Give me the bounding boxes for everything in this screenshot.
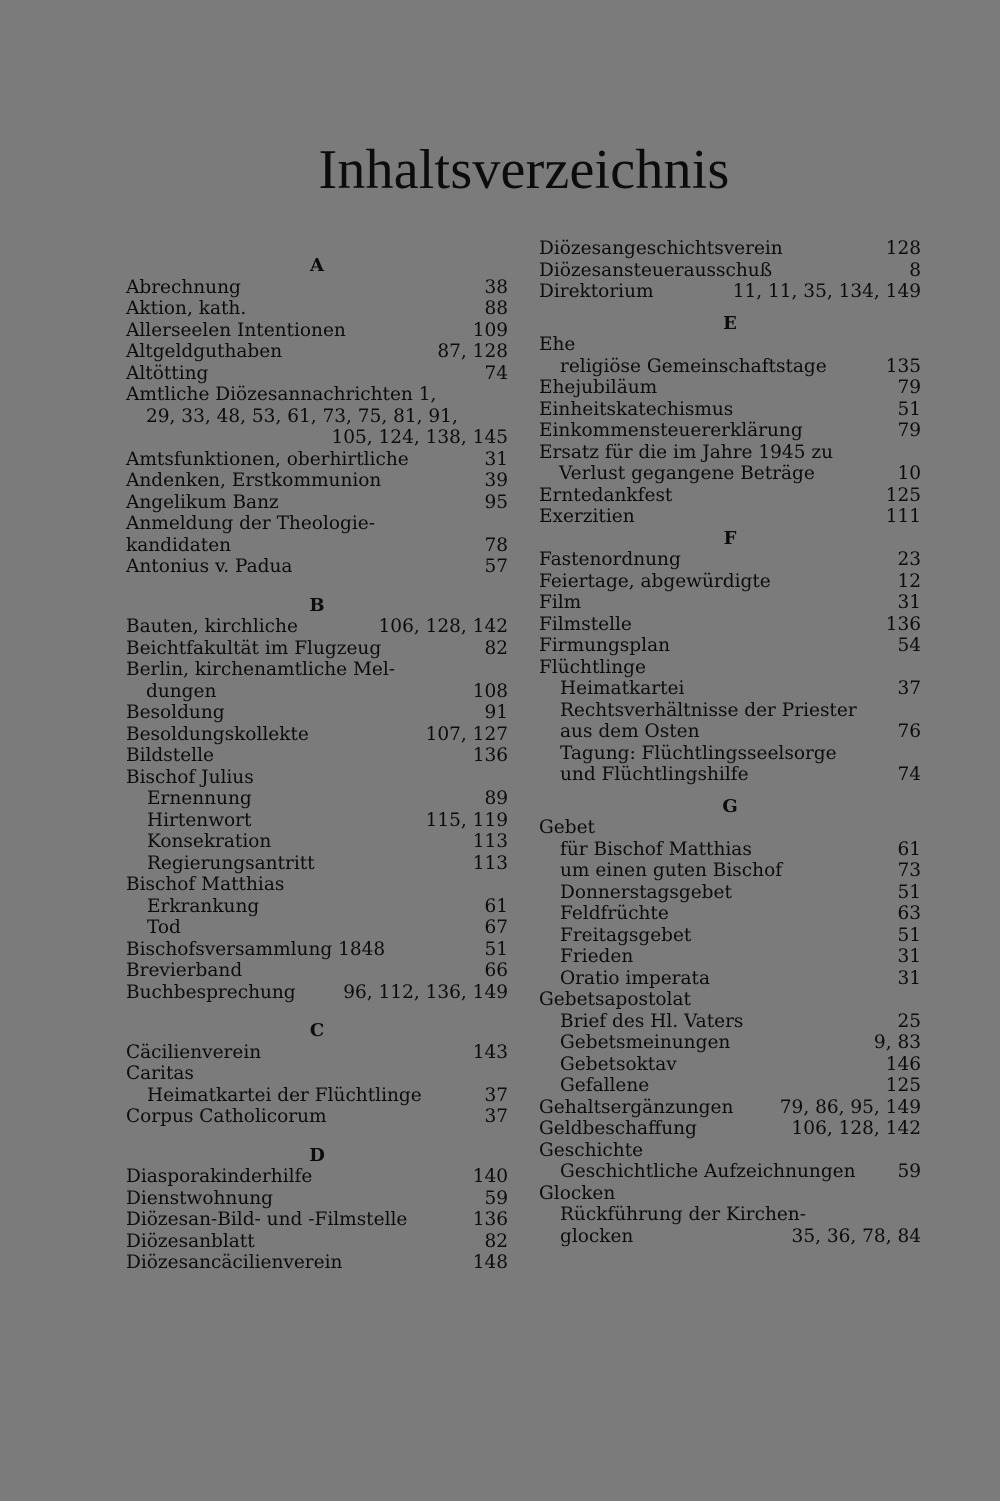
entry-term: Gehaltsergänzungen [539, 1096, 734, 1118]
index-entry [539, 260, 921, 282]
entry-term: 29, 33, 48, 53, 61, 73, 75, 81, 91, [146, 405, 458, 427]
index-entry [539, 506, 921, 528]
index-entry [539, 1226, 921, 1248]
entry-pages: 38 [484, 276, 508, 298]
entry-term: Erntedankfest [539, 484, 673, 506]
index-entry [126, 1085, 508, 1107]
entry-pages: 95 [484, 491, 508, 513]
entry-pages: 54 [897, 635, 921, 656]
index-entry [126, 960, 508, 982]
entry-term: Bildstelle [126, 745, 214, 766]
entry-term: glocken [560, 1225, 634, 1247]
entry-pages: 11, 11, 35, 134, 149 [732, 281, 921, 302]
entry-term: Rechtsverhältnisse der Priester [560, 699, 857, 721]
index-entry [126, 277, 508, 299]
entry-pages: 12 [897, 570, 921, 592]
index-entry [539, 420, 921, 442]
entry-term: Bischof Julius [126, 766, 254, 788]
entry-term: Tagung: Flüchtlingsseelsorge [560, 742, 837, 764]
entry-pages: 74 [897, 764, 921, 785]
entry-term: Abrechnung [126, 276, 241, 298]
index-entry [126, 1209, 508, 1231]
index-entry [126, 1252, 508, 1274]
entry-pages: 39 [484, 470, 508, 491]
entry-pages: 10 [897, 463, 921, 484]
index-entry [126, 470, 508, 492]
index-entry [539, 946, 921, 968]
entry-term: Ernennung [147, 788, 252, 809]
entry-term: Angelikum Banz [126, 491, 279, 513]
entry-pages: 31 [484, 448, 508, 470]
entry-pages: 25 [897, 1010, 921, 1032]
index-entry [126, 513, 508, 535]
entry-term: Geschichtliche Aufzeichnungen [560, 1161, 856, 1182]
entry-pages: 79 [897, 377, 921, 398]
index-entry [126, 853, 508, 875]
index-entry [126, 896, 508, 918]
index-entry [126, 1188, 508, 1210]
entry-pages: 9, 83 [873, 1032, 921, 1053]
entry-pages: 51 [484, 938, 508, 960]
entry-pages: 148 [472, 1252, 508, 1273]
entry-term: Antonius v. Padua [126, 556, 293, 577]
index-entry [539, 903, 921, 925]
entry-term: Feldfrüchte [560, 903, 669, 924]
index-entry [539, 463, 921, 485]
entry-pages: 61 [897, 838, 921, 860]
index-entry [539, 571, 921, 593]
entry-pages: 106, 128, 142 [791, 1118, 921, 1139]
entry-pages: 76 [897, 721, 921, 742]
index-entry [126, 449, 508, 471]
section-letter: C [309, 1020, 325, 1041]
entry-pages: 125 [885, 484, 921, 506]
entry-pages: 35, 36, 78, 84 [791, 1225, 921, 1247]
index-entry [126, 724, 508, 746]
section-letter: D [309, 1144, 325, 1166]
entry-pages: 109 [472, 319, 508, 341]
section-letter: F [723, 527, 737, 549]
entry-term: Gebetsoktav [560, 1053, 677, 1075]
entry-term: für Bischof Matthias [560, 838, 752, 860]
index-entry [539, 635, 921, 657]
entry-pages: 66 [484, 960, 508, 981]
entry-term: Cäcilienverein [126, 1041, 262, 1063]
entry-term: Buchbesprechung [126, 981, 296, 1003]
entry-pages: 63 [897, 903, 921, 924]
index-entry [539, 281, 921, 303]
entry-pages: 115, 119 [425, 809, 508, 831]
entry-term: Einkommensteuererklärung [539, 420, 803, 441]
index-entry [126, 939, 508, 961]
entry-term: Glocken [539, 1182, 616, 1204]
index-entry [539, 1075, 921, 1097]
entry-pages: 89 [484, 788, 508, 809]
index-entry [539, 839, 921, 861]
entry-term: religiöse Gemeinschaftstage [560, 355, 827, 377]
entry-term: Diözesanblatt [126, 1230, 255, 1252]
entry-pages: 146 [885, 1053, 921, 1075]
entry-pages: 61 [484, 895, 508, 917]
entry-term: Hirtenwort [147, 809, 252, 831]
index-entry [539, 743, 921, 765]
entry-term: Gebetsapostolat [539, 989, 691, 1010]
entry-pages: 31 [897, 967, 921, 989]
entry-term: Rückführung der Kirchen- [560, 1204, 806, 1225]
entry-pages: 67 [484, 917, 508, 938]
entry-term: Direktorium [539, 281, 654, 302]
section-letter: B [309, 594, 325, 616]
entry-term: Heimatkartei der Flüchtlinge [147, 1084, 422, 1106]
entry-pages: 128 [885, 238, 921, 259]
entry-term: Ehe [539, 334, 576, 355]
index-entry [539, 614, 921, 636]
index-entry [126, 298, 508, 320]
index-entry [539, 377, 921, 399]
entry-pages: 23 [897, 549, 921, 570]
entry-pages: 57 [484, 556, 508, 577]
entry-pages: 136 [472, 745, 508, 766]
index-entry [539, 1118, 921, 1140]
entry-term: Oratio imperata [560, 967, 710, 989]
index-entry [539, 549, 921, 571]
index-entry [539, 1032, 921, 1054]
index-entry [126, 556, 508, 578]
index-entry [126, 427, 508, 449]
entry-term: Diözesangeschichtsverein [539, 238, 783, 259]
section-letter: E [723, 312, 737, 334]
entry-term: Brief des Hl. Vaters [560, 1010, 744, 1032]
index-entry [539, 1161, 921, 1183]
entry-term: Amtliche Diözesannachrichten 1, [126, 384, 437, 405]
entry-pages: 59 [484, 1187, 508, 1209]
entry-pages: 31 [897, 946, 921, 967]
index-entry [126, 638, 508, 660]
index-entry [126, 535, 508, 557]
index-entry [126, 810, 508, 832]
entry-term: Diasporakinderhilfe [126, 1166, 313, 1187]
index-entry [539, 1011, 921, 1033]
entry-term: Firmungsplan [539, 635, 671, 656]
spacer [126, 1128, 508, 1145]
entry-term: Berlin, kirchenamtliche Mel- [126, 659, 396, 680]
entry-term: Freitagsgebet [560, 924, 692, 946]
entry-term: Altgeldguthaben [126, 341, 283, 362]
index-entry [126, 788, 508, 810]
entry-pages: 106, 128, 142 [378, 616, 508, 637]
entry-term: Verlust gegangene Beträge [559, 463, 815, 484]
index-entry [539, 678, 921, 700]
entry-pages: 107, 127 [425, 723, 508, 745]
entry-term: Ehejubiläum [539, 377, 658, 398]
entry-term: Geldbeschaffung [539, 1118, 697, 1139]
index-entry [539, 882, 921, 904]
index-entry [126, 406, 508, 428]
entry-term: Konsekration [147, 831, 272, 852]
index-entry [126, 745, 508, 767]
entry-term: Flüchtlinge [539, 656, 646, 678]
entry-pages: 91 [484, 702, 508, 723]
index-entry [126, 341, 508, 363]
entry-term: Diözesansteuerausschuß [539, 259, 773, 281]
index-entry [126, 917, 508, 939]
entry-pages: 8 [909, 259, 921, 281]
entry-term: Anmeldung der Theologie- [126, 513, 375, 534]
index-entry [126, 831, 508, 853]
index-entry [539, 442, 921, 464]
entry-pages: 79 [897, 420, 921, 441]
index-entry [539, 1204, 921, 1226]
entry-pages: 140 [472, 1166, 508, 1187]
index-entry [539, 657, 921, 679]
index-entry [126, 982, 508, 1004]
section-letter: G [722, 795, 738, 817]
entry-pages: 108 [472, 680, 508, 702]
entry-term: Tod [147, 917, 181, 938]
index-entry [126, 1042, 508, 1064]
entry-pages: 51 [897, 398, 921, 420]
spacer [539, 303, 921, 313]
entry-term: Altötting [126, 362, 209, 384]
entry-term: Film [539, 592, 582, 613]
index-entry [539, 238, 921, 260]
entry-term: um einen guten Bischof [560, 860, 783, 881]
index-entry [126, 320, 508, 342]
entry-term: Gebetsmeinungen [560, 1032, 731, 1053]
index-entry [126, 767, 508, 789]
spacer [126, 578, 508, 595]
index-entry [539, 485, 921, 507]
entry-term: Brevierband [126, 960, 243, 981]
entry-term: Diözesancäcilienverein [126, 1252, 343, 1273]
index-entry [126, 1231, 508, 1253]
entry-term: Frieden [560, 946, 634, 967]
index-entry [539, 764, 921, 786]
entry-term: Amtsfunktionen, oberhirtliche [126, 448, 409, 470]
spacer [126, 1003, 508, 1020]
entry-pages: 31 [897, 592, 921, 613]
entry-term: Exerzitien [539, 506, 635, 527]
index-entry [539, 1140, 921, 1162]
entry-pages: 111 [885, 506, 921, 527]
entry-term: Bischof Matthias [126, 874, 285, 895]
index-entry [539, 1097, 921, 1119]
entry-pages: 88 [484, 298, 508, 319]
index-entry [126, 874, 508, 896]
entry-pages: 105, 124, 138, 145 [331, 427, 508, 448]
entry-term: und Flüchtlingshilfe [560, 764, 749, 785]
index-entry [539, 592, 921, 614]
entry-pages: 73 [897, 860, 921, 881]
entry-term: Filmstelle [539, 613, 632, 635]
entry-pages: 37 [897, 678, 921, 699]
index-column-left [126, 238, 508, 1274]
entry-term: Caritas [126, 1063, 194, 1084]
entry-pages: 78 [484, 534, 508, 556]
spacer [539, 786, 921, 796]
index-entry [126, 616, 508, 638]
index-entry [126, 1063, 508, 1085]
entry-term: Fastenordnung [539, 549, 681, 570]
entry-term: Andenken, Erstkommunion [126, 470, 382, 491]
entry-term: Corpus Catholicorum [126, 1106, 327, 1127]
index-entry [539, 721, 921, 743]
entry-term: Einheitskatechismus [539, 398, 734, 420]
entry-pages: 136 [885, 613, 921, 635]
entry-term: Besoldung [126, 702, 225, 723]
index-entry [539, 925, 921, 947]
entry-pages: 74 [484, 362, 508, 384]
entry-pages: 143 [472, 1041, 508, 1063]
entry-term: Heimatkartei [560, 678, 685, 699]
entry-pages: 113 [472, 831, 508, 852]
index-entry [539, 860, 921, 882]
entry-term: Geschichte [539, 1139, 644, 1161]
entry-pages: 87, 128 [437, 341, 508, 362]
entry-term: Bauten, kirchliche [126, 616, 298, 637]
entry-term: Diözesan-Bild- und -Filmstelle [126, 1209, 408, 1230]
section-letter: A [310, 255, 324, 276]
entry-pages: 82 [484, 1230, 508, 1252]
entry-pages: 51 [897, 881, 921, 903]
entry-pages: 96, 112, 136, 149 [343, 981, 508, 1003]
entry-term: Dienstwohnung [126, 1187, 274, 1209]
spacer [126, 238, 508, 255]
entry-pages: 51 [897, 924, 921, 946]
index-entry [126, 1166, 508, 1188]
entry-term: Erkrankung [147, 895, 260, 917]
entry-term: Regierungsantritt [147, 852, 315, 874]
entry-term: Ersatz für die im Jahre 1945 zu [539, 441, 834, 463]
entry-pages: 79, 86, 95, 149 [779, 1096, 921, 1118]
index-column-right [539, 238, 921, 1247]
index-entry [126, 1106, 508, 1128]
entry-pages: 125 [885, 1075, 921, 1096]
entry-term: Besoldungskollekte [126, 723, 309, 745]
entry-term: Gebet [539, 817, 595, 838]
entry-pages: 135 [885, 355, 921, 377]
index-entry [126, 702, 508, 724]
entry-term: Beichtfakultät im Flugzeug [126, 637, 382, 659]
entry-term: Feiertage, abgewürdigte [539, 570, 771, 592]
entry-term: dungen [146, 680, 217, 702]
index-entry [539, 334, 921, 356]
entry-pages: 59 [897, 1161, 921, 1182]
index-entry [539, 1054, 921, 1076]
index-entry [126, 681, 508, 703]
entry-pages: 136 [472, 1209, 508, 1230]
entry-term: Bischofsversammlung 1848 [126, 938, 386, 960]
index-entry [126, 659, 508, 681]
index-entry [539, 356, 921, 378]
index-entry [539, 968, 921, 990]
entry-term: aus dem Osten [560, 721, 700, 742]
entry-term: Gefallene [560, 1075, 650, 1096]
entry-pages: 82 [484, 637, 508, 659]
index-entry [539, 1183, 921, 1205]
entry-term: Donnerstagsgebet [560, 881, 732, 903]
entry-term: Allerseelen Intentionen [126, 319, 346, 341]
entry-pages: 113 [472, 852, 508, 874]
index-entry [539, 700, 921, 722]
index-entry [126, 363, 508, 385]
index-entry [539, 817, 921, 839]
entry-pages: 37 [484, 1106, 508, 1127]
index-entry [539, 399, 921, 421]
index-entry [126, 492, 508, 514]
index-entry [539, 989, 921, 1011]
page-title: Inhaltsverzeichnis [318, 139, 730, 201]
entry-term: kandidaten [126, 534, 232, 556]
entry-pages: 37 [484, 1084, 508, 1106]
entry-term: Aktion, kath. [126, 298, 247, 319]
index-entry [126, 384, 508, 406]
